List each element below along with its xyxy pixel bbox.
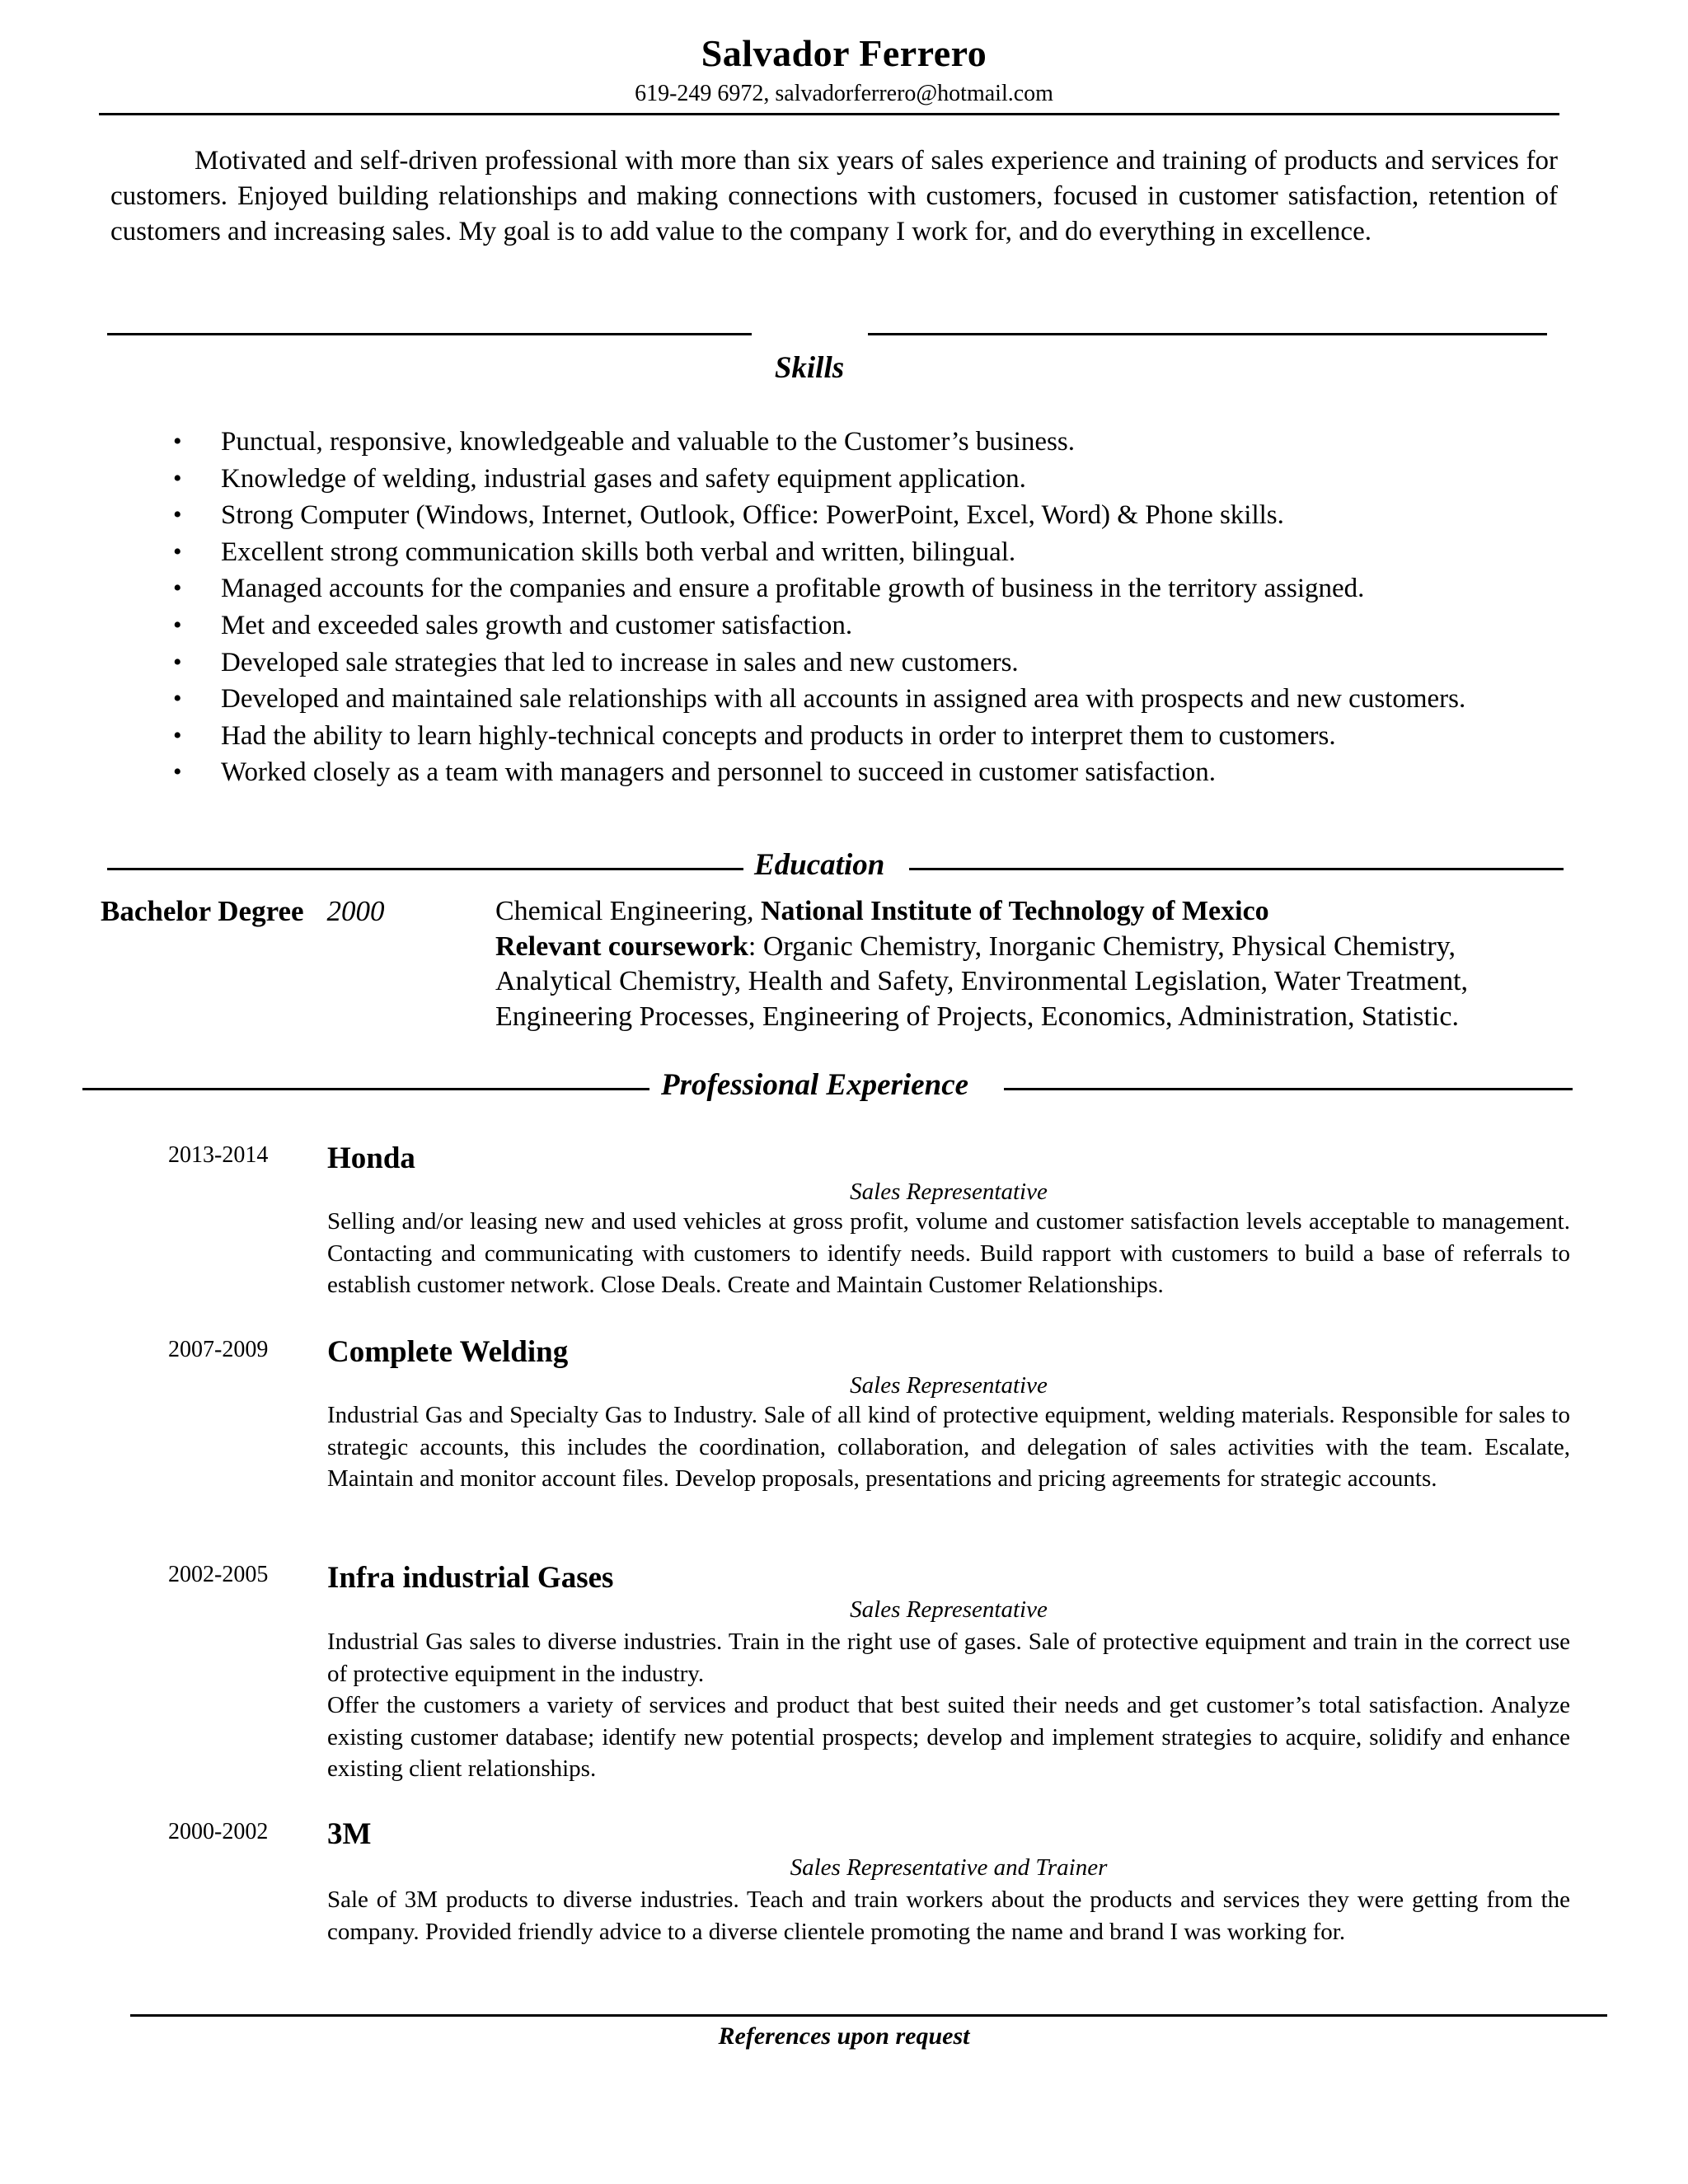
job-years: 2000-2002 <box>168 1819 269 1844</box>
skills-rule-right <box>868 333 1547 335</box>
skill-item: • Had the ability to learn highly-technical concepts and products in order to interpret them to customers. <box>173 718 1632 755</box>
bullet-icon: • <box>173 537 182 565</box>
job-role: Sales Representative <box>850 1179 1048 1205</box>
job-years: 2013-2014 <box>168 1142 269 1168</box>
bullet-icon: • <box>173 428 182 455</box>
skill-item: • Knowledge of welding, industrial gases and safety equipment application. <box>173 461 1632 498</box>
bullet-icon: • <box>173 464 182 492</box>
job-years: 2002-2005 <box>168 1562 269 1587</box>
job-company: Honda <box>327 1141 415 1175</box>
contact-info: 619-249 6972, salvadorferrero@hotmail.com <box>635 81 1053 106</box>
bullet-icon: • <box>173 648 182 676</box>
header-rule <box>99 113 1559 115</box>
job-company: 3M <box>327 1817 372 1851</box>
references-note: References upon request <box>718 2022 970 2050</box>
job-role: Sales Representative <box>850 1372 1048 1399</box>
skill-item: • Developed sale strategies that led to increase in sales and new customers. <box>173 644 1632 682</box>
job-description: Industrial Gas and Specialty Gas to Industry. Sale of all kind of protective equipment, welding materials. Responsible for sales to strategic accounts, this includes the coordination, collaboration, and delegation of sales activities with the team. Escalate, Maintain and monitor account files. Develop proposals, presentations and pricing agreements for strategic accounts. <box>327 1402 1570 1492</box>
education-heading: Education <box>754 848 885 882</box>
skills-heading: Skills <box>774 351 845 385</box>
degree-name: Bachelor Degree <box>101 895 304 927</box>
job-description: Sale of 3M products to diverse industries. Teach and train workers about the products and services they were getting from the company. Provided friendly advice to a diverse clientele promoting the name and brand I was working for. <box>327 1886 1570 1945</box>
job-company: Complete Welding <box>327 1335 569 1369</box>
skill-item: • Met and exceeded sales growth and customer satisfaction. <box>173 607 1632 644</box>
bullet-icon: • <box>173 685 182 713</box>
professional-summary: Motivated and self-driven professional with more than six years of sales experience and training of products and services for customers. Enjoyed building relationships and making connections with customers, focused in customer satisfaction, retention of customers and increasing sales. My goal is to add value to the company I work for, and do everything in excellence. <box>110 146 1558 246</box>
bullet-icon: • <box>173 501 182 529</box>
education-field: Chemical Engineering, <box>495 896 761 926</box>
bullet-icon: • <box>173 721 182 749</box>
degree-year: 2000 <box>326 895 385 927</box>
candidate-name: Salvador Ferrero <box>701 32 987 74</box>
footer-rule <box>130 2014 1607 2017</box>
job-description: Industrial Gas sales to diverse industries. Train in the right use of gases. Sale of protective equipment and train in the correct use of protective equipment in the industry. Offer the customers a variety of services and product that best suited their needs and get customer’s total satisfaction. Analyze existing customer database; identify new potential prospects; develop and implement strategies to acquire, solidify and enhance existing client relationships. <box>327 1629 1570 1782</box>
education-rule-right <box>909 868 1564 870</box>
coursework-label: Relevant coursework <box>495 930 748 962</box>
job-company: Infra industrial Gases <box>327 1561 614 1595</box>
experience-rule-left <box>82 1088 649 1090</box>
job-role: Sales Representative and Trainer <box>790 1854 1108 1881</box>
education-institution: National Institute of Technology of Mexico <box>760 896 1269 926</box>
coursework-list: : Organic Chemistry, Inorganic Chemistry, Physical Chemistry, Analytical Chemistry, Health and Safety, Environmental Legislation, Water Treatment, Engineering Processes, Engineering of Projects, Economics, Administration, Statistic. <box>495 930 1469 1032</box>
job-years: 2007-2009 <box>168 1337 269 1362</box>
education-rule-left <box>107 868 743 870</box>
bullet-icon: • <box>173 574 182 602</box>
skill-item: • Excellent strong communication skills both verbal and written, bilingual. <box>173 534 1632 571</box>
skill-item: • Punctual, responsive, knowledgeable and valuable to the Customer’s business. <box>173 424 1632 461</box>
job-role: Sales Representative <box>850 1596 1048 1623</box>
bullet-icon: • <box>173 611 182 639</box>
degree <box>101 895 385 928</box>
skills-list <box>173 424 1632 791</box>
experience-heading: Professional Experience <box>661 1068 969 1102</box>
skill-item: • Strong Computer (Windows, Internet, Outlook, Office: PowerPoint, Excel, Word) & Phone skills. <box>173 497 1632 534</box>
education-details <box>495 894 1534 1034</box>
skill-item: • Worked closely as a team with managers and personnel to succeed in customer satisfaction. <box>173 754 1632 791</box>
experience-rule-right <box>1004 1088 1573 1090</box>
skill-item: • Managed accounts for the companies and ensure a profitable growth of business in the territory assigned. <box>173 570 1632 607</box>
skill-item: • Developed and maintained sale relationships with all accounts in assigned area with prospects and new customers. <box>173 681 1632 718</box>
bullet-icon: • <box>173 758 182 786</box>
skills-rule-left <box>107 333 752 335</box>
job-description: Selling and/or leasing new and used vehicles at gross profit, volume and customer satisfaction levels acceptable to management. Contacting and communicating with customers to identify needs. Build rapport with customers to build a base of referrals to establish customer network. Close Deals. Create and Maintain Customer Relationships. <box>327 1208 1570 1298</box>
